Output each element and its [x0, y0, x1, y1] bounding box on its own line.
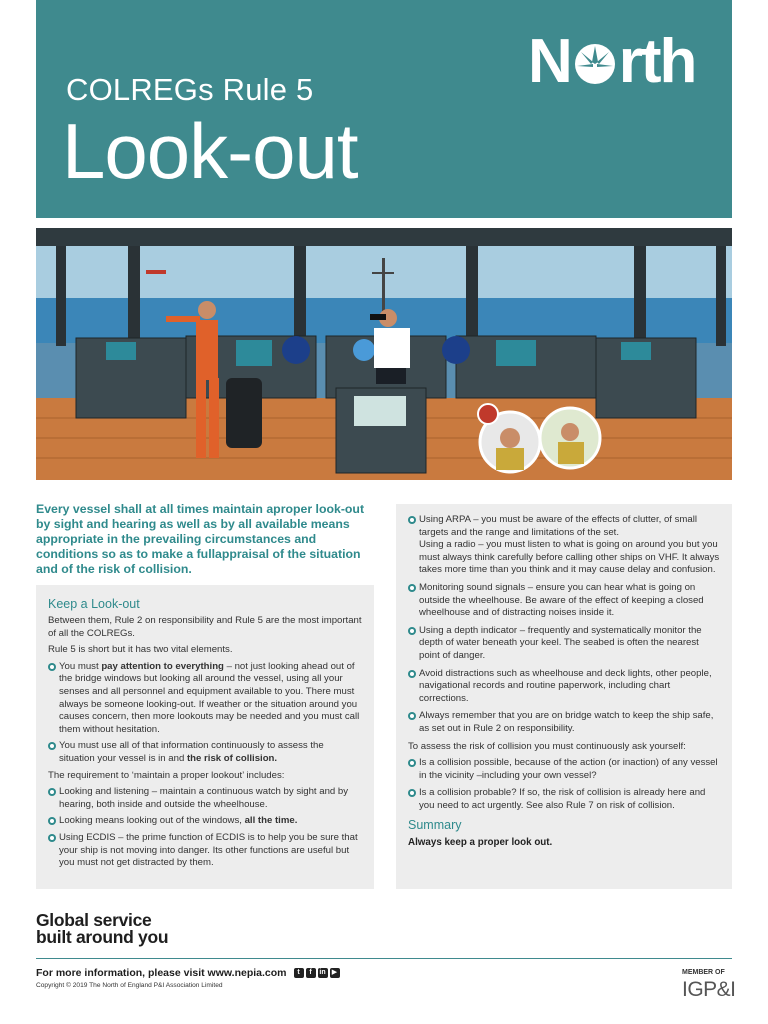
north-logo — [528, 26, 695, 97]
list-item: You must pay attention to everything – not just looking ahead out of the bridge windows but looking all around the vessel, using all your senses and all personnel and equipment available to you. There must always be someone looking-out. If weather or the situation around you causes concern, then more lookouts may be needed and you must call them without hesitation. — [48, 661, 362, 737]
requirement-paragraph: The requirement to ‘maintain a proper lookout’ includes: — [48, 769, 285, 781]
list-item: Using a depth indicator – frequently and systematically monitor the depth of water beneath your keel. The seabed is often the nearest point of danger. — [408, 625, 720, 663]
summary-heading: Summary — [408, 818, 462, 833]
member-of-label: MEMBER OF — [682, 969, 725, 976]
list-item: Looking and listening – maintain a continuous watch by sight and by hearing, both inside and outside the wheelhouse. — [48, 786, 362, 811]
bullet-icon — [408, 789, 416, 797]
tagline-line-1: Global service — [36, 910, 152, 930]
more-info-link[interactable]: For more information, please visit www.nepia.com — [36, 967, 287, 979]
vital-elements-list — [48, 661, 362, 766]
bullet-icon — [48, 788, 56, 796]
summary-text: Always keep a proper look out. — [408, 837, 553, 849]
tagline — [36, 912, 168, 946]
list-item: Looking means looking out of the windows, all the time. — [48, 815, 362, 828]
facebook-icon[interactable]: f — [306, 968, 316, 978]
list-item: Is a collision possible, because of the action (or inaction) of any vessel in the vicinity –including your own vessel? — [408, 757, 720, 782]
list-item: Is a collision probable? If so, the risk of collision is already here and you need to act urgently. See also Rule 7 on risk of collision. — [408, 787, 720, 812]
compass-rose-icon — [573, 42, 617, 86]
bullet-icon — [408, 627, 416, 635]
youtube-icon[interactable]: ▶ — [330, 968, 340, 978]
bullet-icon — [408, 670, 416, 678]
bullet-icon — [48, 834, 56, 842]
tagline-line-2: built around you — [36, 927, 169, 947]
section-heading-keep-lookout: Keep a Look-out — [48, 597, 140, 611]
requirements-list — [48, 786, 362, 870]
list-item: Using ECDIS – the prime function of ECDIS is to help you be sure that your ship is not moving into danger. Its other functions are useful but you must not get distracted by them. — [48, 832, 362, 870]
bullet-icon — [48, 742, 56, 750]
bullet-icon — [408, 759, 416, 767]
bullet-icon — [408, 712, 416, 720]
copyright: Copyright © 2019 The North of England P&I Association Limited — [36, 982, 223, 989]
bullet-icon — [408, 516, 416, 524]
footer-divider — [36, 958, 732, 959]
bridge-illustration — [36, 228, 732, 480]
list-item: You must use all of that information continuously to assess the situation your vessel is in and the risk of collision. — [48, 740, 362, 765]
equipment-list — [408, 514, 720, 736]
keep-lookout-panel — [36, 585, 374, 889]
logo-text-left: N — [528, 27, 571, 96]
linkedin-icon[interactable]: in — [319, 969, 326, 976]
page-subtitle: COLREGs Rule 5 — [66, 72, 314, 107]
bridge-scene-image — [36, 228, 732, 480]
assess-risk-paragraph: To assess the risk of collision you must continuously ask yourself: — [408, 740, 686, 752]
logo-text-right: rth — [618, 27, 696, 96]
bullet-icon — [408, 584, 416, 592]
twitter-icon[interactable]: t — [294, 968, 304, 978]
list-item: Using ARPA – you must be aware of the effects of clutter, of small targets and the range and limitations of the set. Using a radio – you must listen to what is going on around you but you must always think carefully before calling other ships on VHF. It always takes more time than you think and it may cause delay and confusion. — [408, 514, 720, 577]
equipment-panel — [396, 504, 732, 889]
bullet-icon — [48, 817, 56, 825]
list-item: Always remember that you are on bridge watch to keep the ship safe, as set out in Rule 2 on responsibility. — [408, 710, 720, 735]
header-banner — [36, 0, 732, 218]
more-info — [36, 967, 340, 979]
intro-paragraph: Between them, Rule 2 on responsibility and Rule 5 are the most important of all the COLREGs. — [48, 615, 362, 639]
bullet-icon — [48, 663, 56, 671]
lead-paragraph: Every vessel shall at all times maintain aproper look-out by sight and hearing as well as by all available means appropriate in the prevailing circumstances and conditions so as to make a fullappraisal of the situation and of the risk of collision. — [36, 502, 365, 576]
igpi-logo: IGP&I — [682, 978, 736, 1001]
list-item: Avoid distractions such as wheelhouse and deck lights, other people, navigational records and routine paperwork, including chart corrections. — [408, 668, 720, 706]
risk-questions-list — [408, 757, 720, 812]
elements-paragraph: Rule 5 is short but it has two vital elements. — [48, 644, 233, 656]
page-title: Look-out — [62, 107, 358, 195]
list-item: Monitoring sound signals – ensure you can hear what is going on outside the wheelhouse. Be aware of the effect of keeping a closed wheelhouse and of distracting noises inside it. — [408, 582, 720, 620]
social-links — [294, 968, 340, 978]
